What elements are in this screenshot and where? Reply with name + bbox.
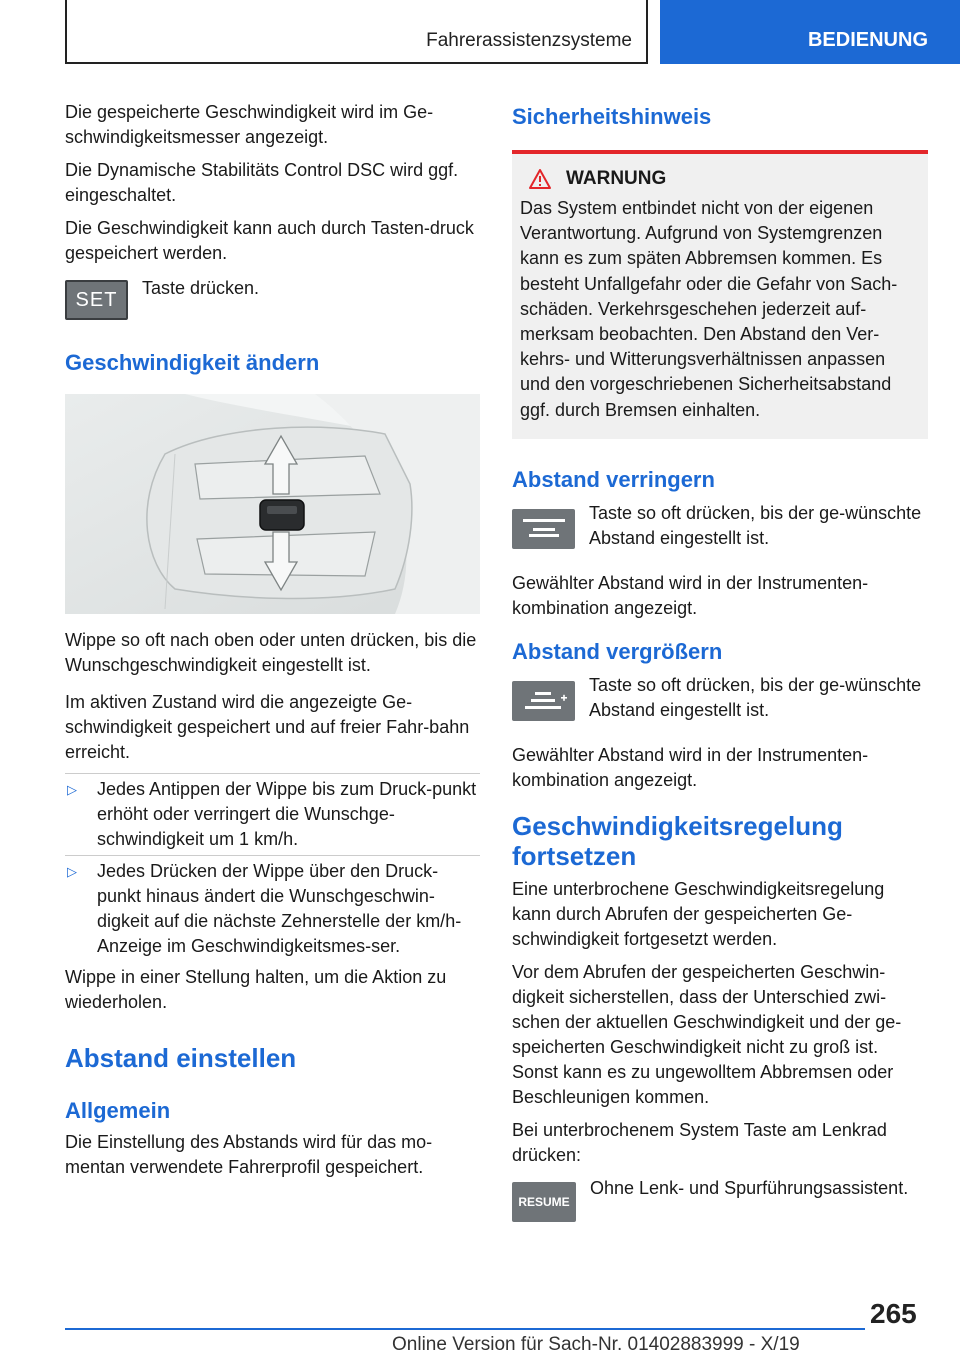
bullet-triangle-icon: ▷ <box>67 864 77 879</box>
paragraph: Gewählter Abstand wird in der Instrumenten-kombination angezeigt. <box>512 572 869 618</box>
resume-button-icon <box>512 1182 576 1222</box>
bullet-triangle-icon: ▷ <box>67 782 77 797</box>
divider <box>65 855 480 856</box>
paragraph: Im aktiven Zustand wird die angezeigte Ge-schwindigkeit gespeichert und auf freier Fahr-bahn erreicht. <box>65 692 470 762</box>
resume-button-label: RESUME <box>518 1194 570 1209</box>
paragraph: Wippe in einer Stellung halten, um die Aktion zu wiederholen. <box>65 967 447 1012</box>
section-tab <box>65 0 648 64</box>
heading-decrease-distance: Abstand verringern <box>512 466 715 492</box>
left-column <box>65 100 480 1188</box>
list-item-text: Jedes Antippen der Wippe bis zum Druck-punkt erhöht oder verringert die Wunschge-schwindigkeit um 1 km/h. <box>97 779 477 849</box>
footer-text: Online Version für Sach-Nr. 01402883999 - X/19 <box>392 1334 800 1355</box>
warning-text: Das System entbindet nicht von der eigenen Verantwortung. Aufgrund von Systemgrenzen kann es zum späten Abbremsen kommen. Es besteht Unfallgefahr oder die Gefahr von Sach-schäden. Verkehrsgeschehen jederzeit auf-merksam beobachten. Den Abstand den Ver-kehrs- und Witterungsverhältnissen anpassen und den vorgeschriebenen Sicherheitsabstand ggf. durch Bremsen einhalten. <box>520 198 898 420</box>
chapter-tab <box>660 0 960 64</box>
steering-wheel-illustration <box>65 394 480 614</box>
paragraph: Eine unterbrochene Geschwindigkeitsregelung kann durch Abrufen der gespeicherten Ge-schwindigkeit fortgesetzt werden. <box>512 878 885 949</box>
list-item <box>65 859 480 959</box>
heading-increase-distance: Abstand vergrößern <box>512 638 723 664</box>
paragraph: Vor dem Abrufen der gespeicherten Geschwin-digkeit sicherstellen, dass der Unterschied zwi-schen der aktuellen Geschwindigkeit und der ge-speicherten Geschwindigkeit nicht zu groß ist. Sonst kann es zu ungewolltem Abbremsen oder Beschleunigen kommen. <box>512 961 902 1107</box>
distance-increase-icon <box>512 681 575 721</box>
paragraph: Die Einstellung des Abstands wird für das mo-mentan verwendete Fahrerprofil gespeichert. <box>65 1132 433 1177</box>
warning-title: WARNUNG <box>566 168 667 189</box>
decrease-text: Taste so oft drücken, bis der ge-wünschte Abstand eingestellt ist. <box>589 502 922 548</box>
set-button-row <box>65 280 480 320</box>
paragraph: Die Dynamische Stabilitäts Control DSC wird ggf. eingeschaltet. <box>65 160 459 205</box>
paragraph: Die gespeicherte Geschwindigkeit wird im Ge-schwindigkeitsmesser angezeigt. <box>65 102 434 147</box>
list-item-text: Jedes Drücken der Wippe über den Druck-punkt hinaus ändert die Wunschgeschwin-digkeit auf die nächste Zehnerstelle der km/h-Anzeige im Geschwindigkeitsmes-ser. <box>97 861 462 956</box>
increase-button-row <box>512 673 928 723</box>
paragraph: Wippe so oft nach oben oder unten drücken, bis die Wunschgeschwindigkeit eingestellt ist. <box>65 630 477 675</box>
heading-safety: Sicherheitshinweis <box>512 104 712 129</box>
heading-change-speed: Geschwindigkeit ändern <box>65 350 320 375</box>
section-title: Fahrerassistenzsysteme <box>426 30 632 51</box>
paragraph: Die Geschwindigkeit kann auch durch Tasten-druck gespeichert werden. <box>65 218 474 263</box>
warning-title-row <box>520 168 920 190</box>
set-button-label: SET <box>75 288 118 311</box>
page-header <box>0 0 960 66</box>
resume-button-row <box>512 1176 928 1222</box>
heading-resume-cruise: Geschwindigkeitsregelung fortsetzen <box>512 810 843 871</box>
decrease-button-row <box>512 501 928 551</box>
right-column <box>512 100 928 1222</box>
paragraph: Gewählter Abstand wird in der Instrumenten-kombination angezeigt. <box>512 744 869 790</box>
distance-decrease-icon <box>512 509 575 549</box>
increase-text: Taste so oft drücken, bis der ge-wünschte Abstand eingestellt ist. <box>589 674 922 720</box>
chapter-title: BEDIENUNG <box>807 29 928 51</box>
footer-divider <box>65 1328 865 1330</box>
steering-wheel-rocker-icon <box>65 394 480 614</box>
set-button-text: Taste drücken. <box>142 278 260 298</box>
set-button-icon <box>65 280 128 320</box>
heading-set-distance: Abstand einstellen <box>65 1043 297 1073</box>
resume-text: Ohne Lenk- und Spurführungsassistent. <box>590 1177 909 1198</box>
warning-triangle-icon <box>528 168 552 190</box>
heading-general: Allgemein <box>65 1098 171 1123</box>
page-number: 265 <box>870 1298 917 1329</box>
list-item <box>65 777 480 852</box>
paragraph: Bei unterbrochenem System Taste am Lenkrad drücken: <box>512 1119 887 1165</box>
divider <box>65 773 480 774</box>
warning-box <box>512 150 928 439</box>
